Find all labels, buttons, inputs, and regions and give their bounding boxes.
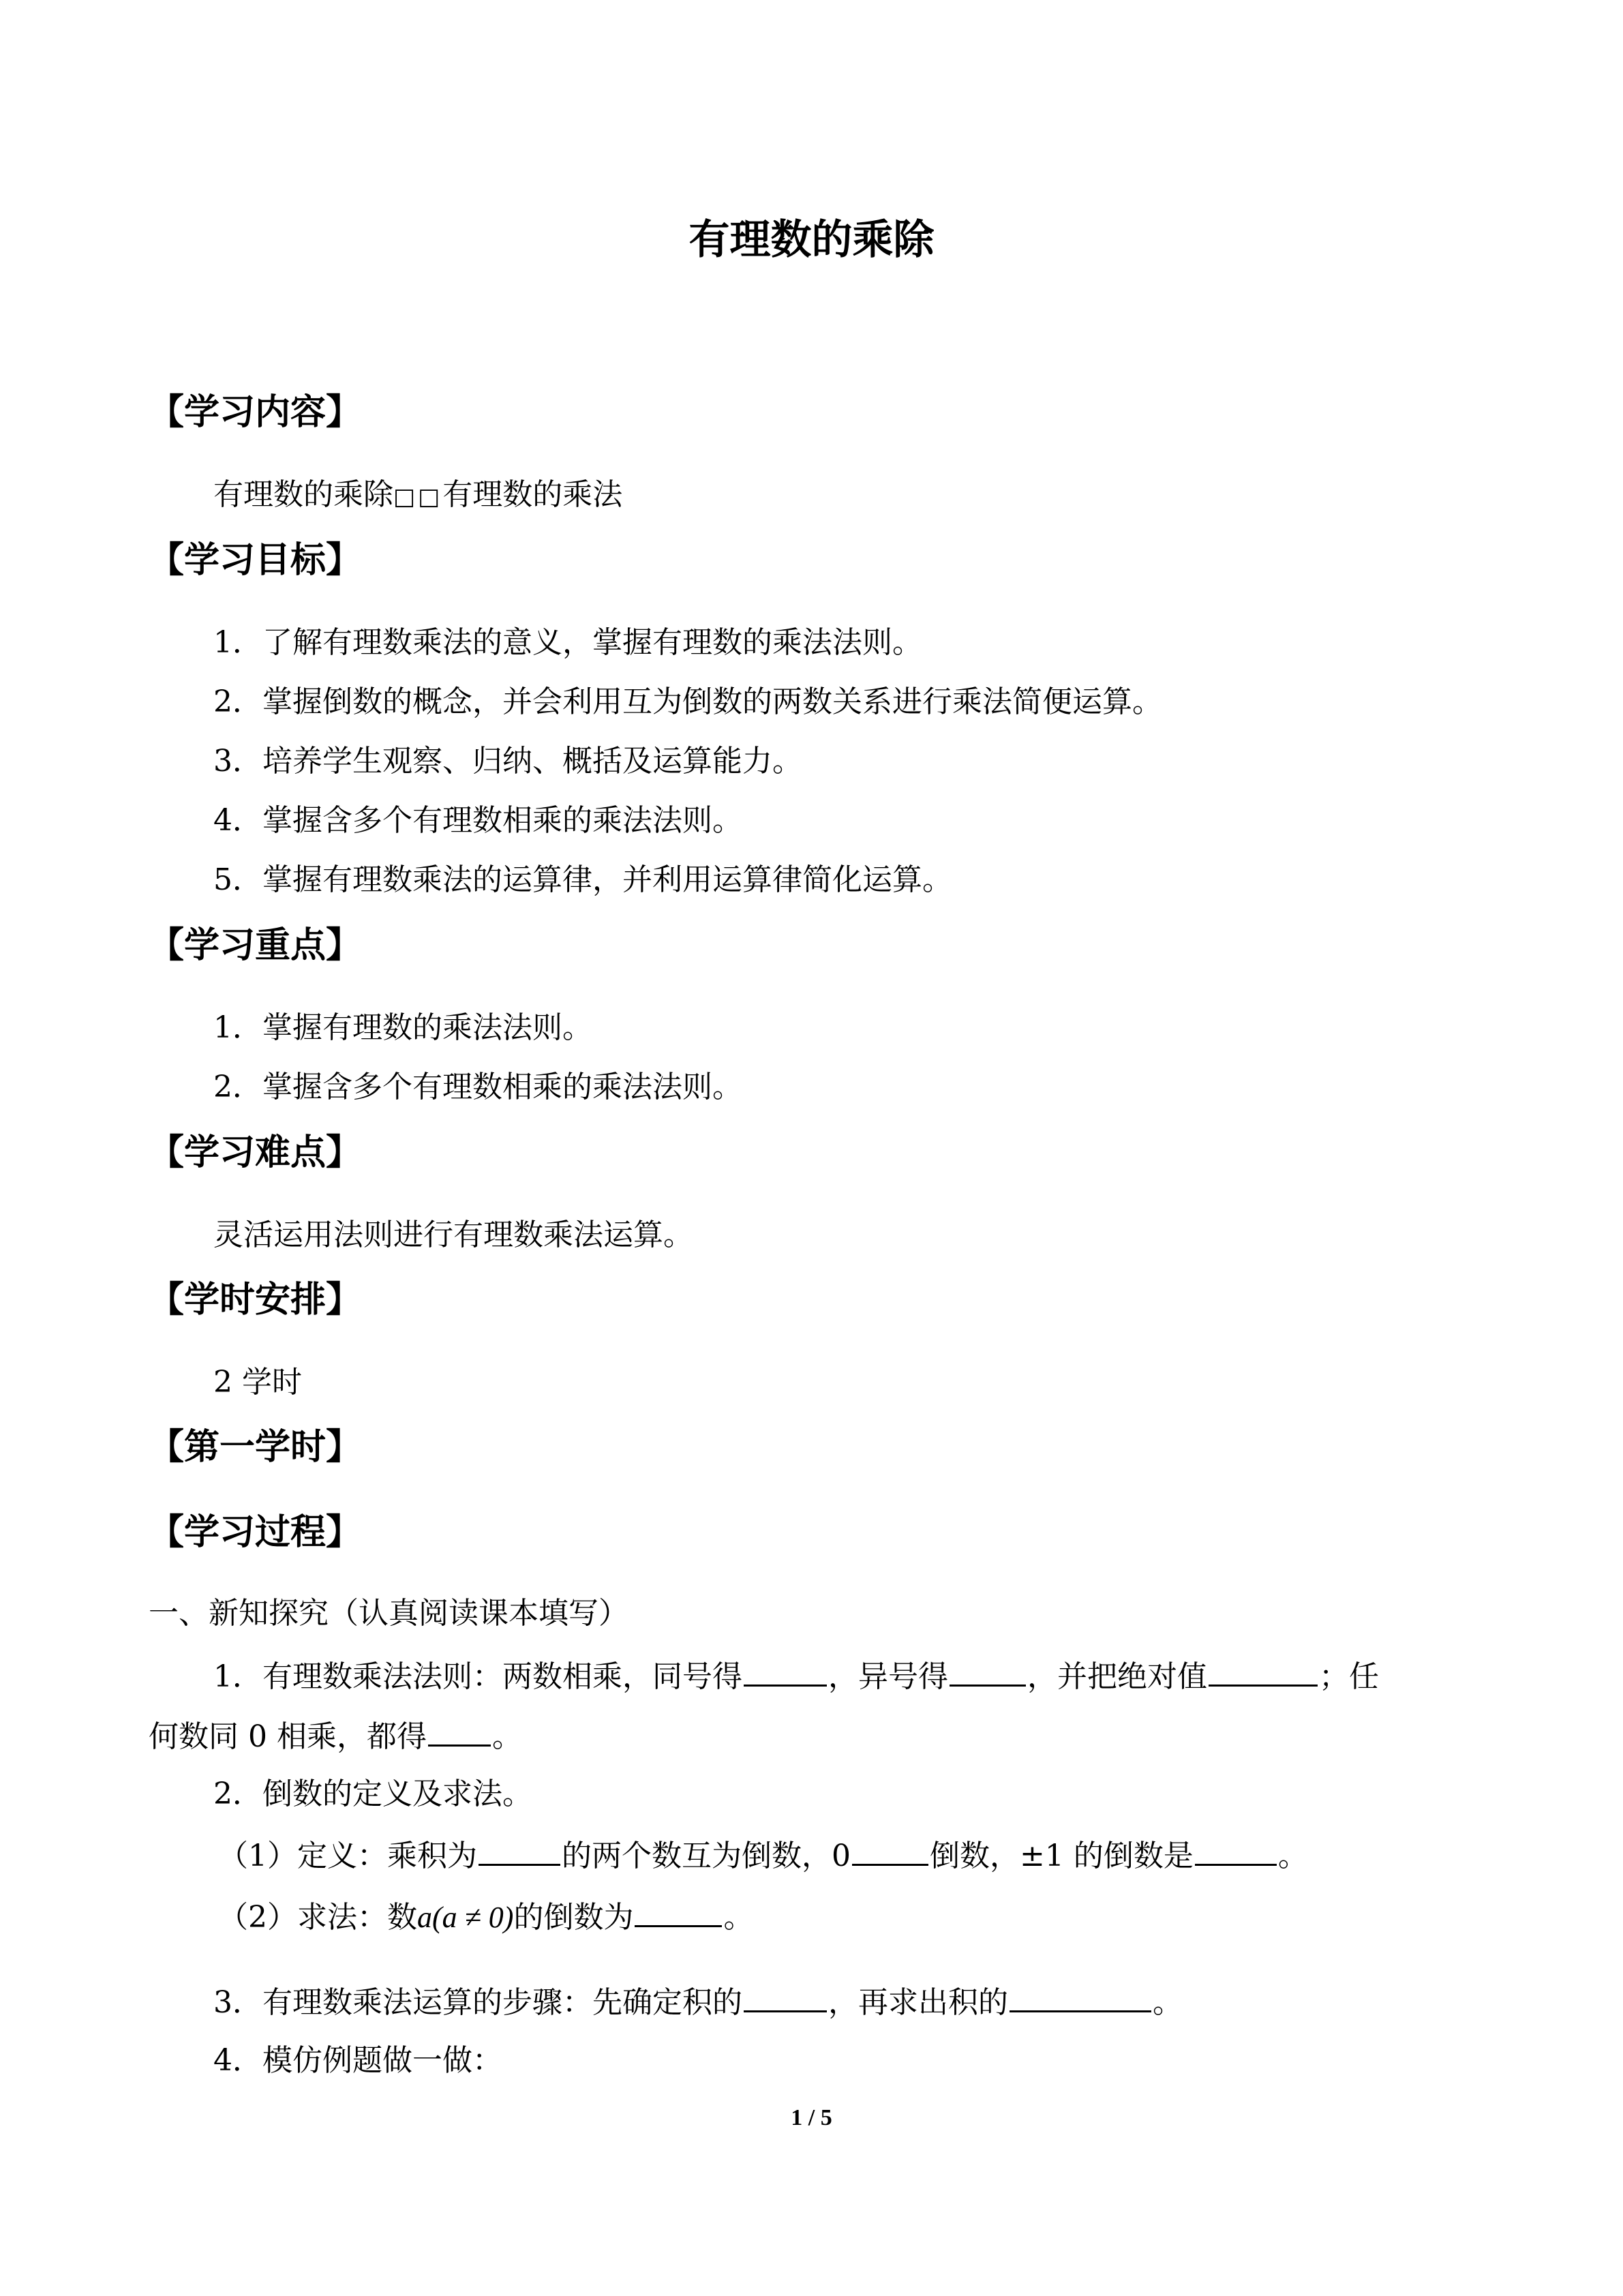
- question-1-line-1: [213, 1655, 1379, 1697]
- q3-text-c: 。: [1153, 1985, 1183, 2020]
- goal-item-2: 2．掌握倒数的概念，并会利用互为倒数的两数关系进行乘法简便运算。: [213, 684, 1162, 719]
- answer-blank[interactable]: [635, 1895, 722, 1927]
- study-content-text: [213, 474, 622, 517]
- q2-2-text-c: 。: [723, 1900, 754, 1935]
- q1-text-d: ；任: [1319, 1659, 1379, 1694]
- q2-1-text-c: 倒数，±1 的倒数是: [930, 1839, 1194, 1873]
- q2-1-text-b: 的两个数互为倒数，0: [562, 1839, 851, 1873]
- goal-item-5: 5．掌握有理数乘法的运算律，并利用运算律简化运算。: [213, 862, 952, 897]
- page-title: 有理数的乘除: [688, 216, 935, 264]
- q2-1-text-a: （1）定义：乘积为: [218, 1839, 477, 1873]
- question-2: 2．倒数的定义及求法。: [213, 1777, 532, 1811]
- answer-blank[interactable]: [950, 1655, 1026, 1687]
- heading-study-process: 【学习过程】: [149, 1512, 362, 1553]
- q1-text-c: ，并把绝对值: [1027, 1659, 1207, 1694]
- q1-text-b: ，异号得: [828, 1659, 948, 1694]
- answer-blank[interactable]: [744, 1980, 827, 2012]
- question-4: 4．模仿例题做一做：: [213, 2043, 502, 2078]
- answer-blank[interactable]: [428, 1715, 491, 1747]
- q1-text-a: 1．有理数乘法法则：两数相乘，同号得: [213, 1659, 742, 1694]
- difficulty-text: 灵活运用法则进行有理数乘法运算。: [213, 1218, 693, 1252]
- study-content-text-b: 有理数的乘法: [442, 477, 623, 512]
- q3-text-b: ，再求出积的: [828, 1985, 1008, 2020]
- q2-2-text-b: 的倒数为: [513, 1900, 634, 1935]
- q2-1-text-d: 。: [1277, 1839, 1308, 1873]
- question-1-line-2: [149, 1715, 522, 1757]
- heading-schedule: 【学时安排】: [149, 1280, 362, 1320]
- goal-item-4: 4．掌握含多个有理数相乘的乘法法则。: [213, 803, 742, 838]
- heading-difficulty: 【学习难点】: [149, 1132, 362, 1173]
- heading-key-points: 【学习重点】: [149, 925, 362, 966]
- question-3: [213, 1980, 1183, 2023]
- heading-study-goals: 【学习目标】: [149, 540, 362, 581]
- answer-blank[interactable]: [1195, 1834, 1277, 1866]
- answer-blank[interactable]: [744, 1655, 827, 1687]
- answer-blank[interactable]: [1010, 1980, 1151, 2012]
- study-content-text-a: 有理数的乘除: [213, 477, 393, 512]
- answer-blank[interactable]: [1209, 1655, 1318, 1687]
- missing-glyph-boxes: □□: [393, 483, 443, 511]
- q2-2-text-a: （2）求法：数: [218, 1900, 417, 1935]
- heading-study-content: 【学习内容】: [149, 392, 362, 433]
- answer-blank[interactable]: [852, 1834, 928, 1866]
- question-2-1: [218, 1834, 1308, 1877]
- q3-text-a: 3．有理数乘法运算的步骤：先确定积的: [213, 1985, 742, 2020]
- page-number: 1 / 5: [791, 2105, 832, 2130]
- q1-text-f: 。: [491, 1719, 522, 1754]
- reciprocal-formula: a(a ≠ 0): [417, 1901, 514, 1934]
- goal-item-3: 3．培养学生观察、归纳、概括及运算能力。: [213, 744, 802, 779]
- question-2-2: [218, 1895, 753, 1938]
- schedule-text: 2 学时: [213, 1365, 302, 1400]
- process-part-1: 一、新知探究（认真阅读课本填写）: [149, 1596, 628, 1631]
- key-item-2: 2．掌握含多个有理数相乘的乘法法则。: [213, 1070, 742, 1104]
- q1-text-e: 何数同 0 相乘，都得: [149, 1719, 427, 1754]
- goal-item-1: 1．了解有理数乘法的意义，掌握有理数的乘法法则。: [213, 625, 922, 660]
- answer-blank[interactable]: [479, 1834, 560, 1866]
- heading-first-lesson: 【第一学时】: [149, 1427, 362, 1468]
- key-item-1: 1．掌握有理数的乘法法则。: [213, 1010, 592, 1045]
